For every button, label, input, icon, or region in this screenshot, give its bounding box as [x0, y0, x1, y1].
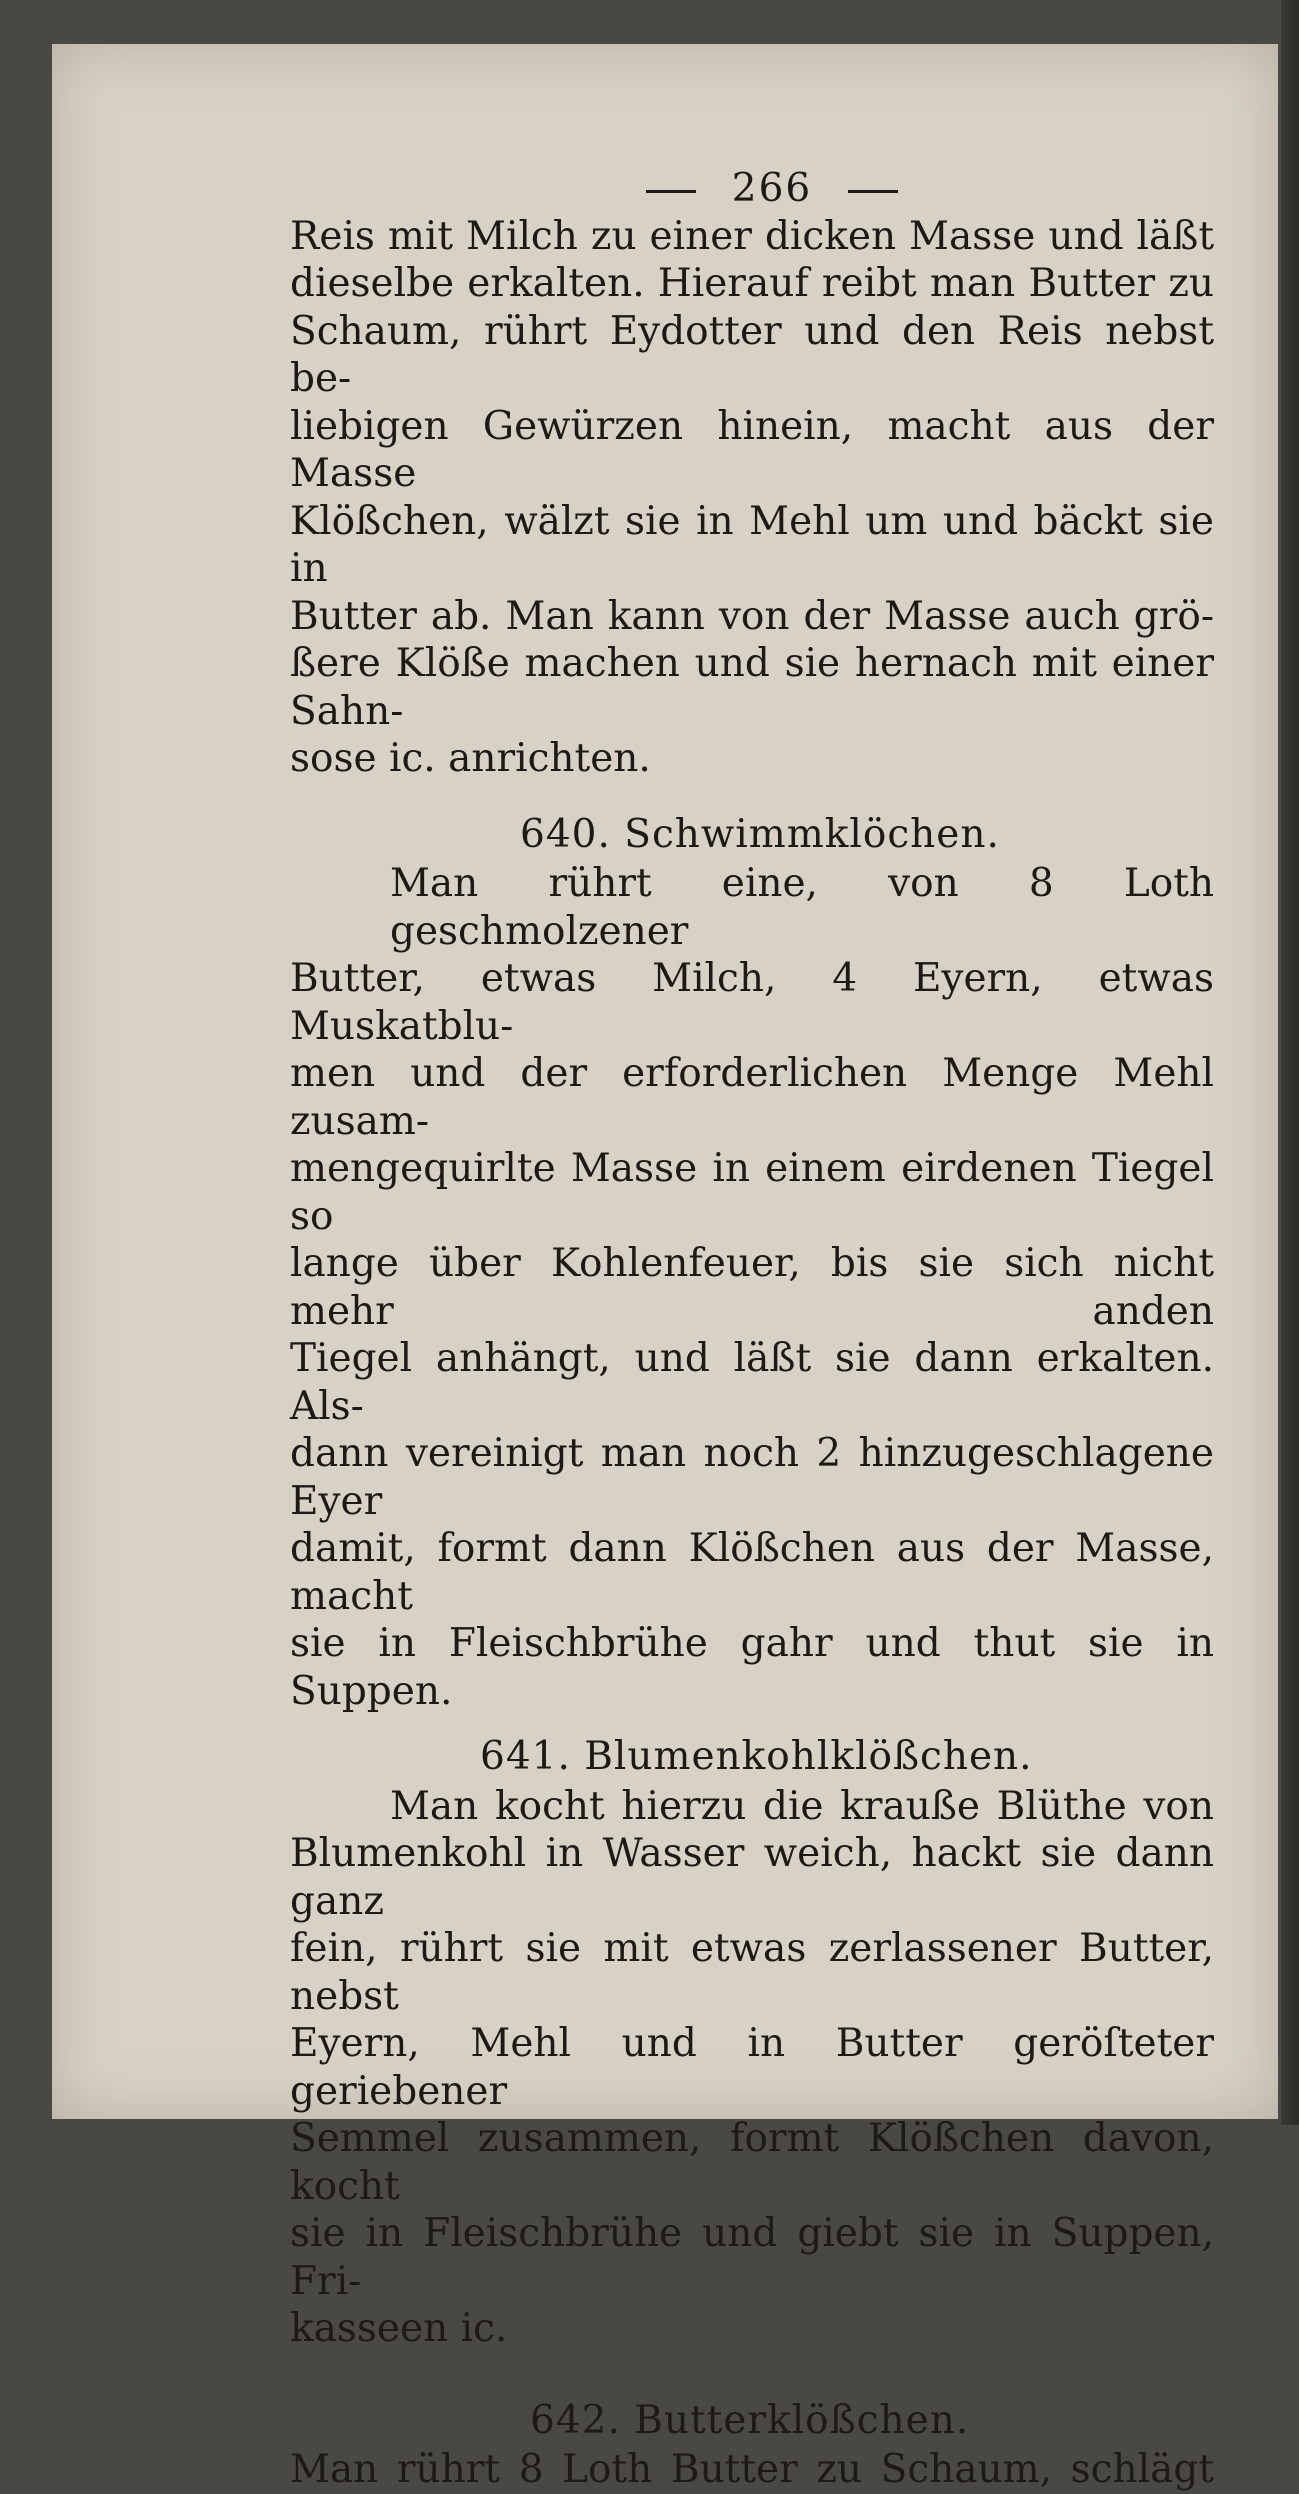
recipe-body-641	[290, 1783, 1214, 2353]
text-line: Klößchen, wälzt sie in Mehl um und bäckt sie in	[290, 498, 1214, 591]
text-line: Tiegel anhängt, und läßt sie dann erkalten. Als-	[290, 1336, 1214, 1429]
recipe-heading-642: 642. Butterklößchen.	[530, 2397, 970, 2443]
text-line: ßere Klöße machen und sie hernach mit einer Sahn-	[290, 641, 1214, 734]
recipe-body-642	[290, 2446, 1214, 2494]
text-line: sose ic. anrichten.	[290, 736, 651, 781]
page-edge	[1281, 0, 1299, 2125]
text-line: Man rührt eine, von 8 Loth geschmolzener	[390, 861, 1214, 954]
page-header	[290, 165, 1214, 213]
continuation-paragraph	[290, 213, 1214, 783]
recipe-body-640	[290, 860, 1214, 1715]
recipe-heading-641: 641. Blumenkohlklößchen.	[480, 1734, 1033, 1779]
text-line: Blumenkohl in Wasser weich, hackt sie dann ganz	[290, 1831, 1214, 1924]
text-line: Eyern, Mehl und in Butter geröſteter geriebener	[290, 2021, 1214, 2114]
text-line: kasseen ic.	[290, 2306, 508, 2351]
header-dash-left	[646, 190, 696, 193]
text-line: dann vereinigt man noch 2 hinzugeschlagene Eyer	[290, 1431, 1214, 1524]
text-line: Reis mit Milch zu einer dicken Masse und läßt	[290, 213, 1214, 259]
text-line: Schaum, rührt Eydotter und den Reis nebst be-	[290, 308, 1214, 401]
page-text	[290, 165, 1214, 2494]
text-line: sie in Fleischbrühe und giebt sie in Suppen, Fri-	[290, 2211, 1214, 2304]
text-line: damit, formt dann Klößchen aus der Masse, macht	[290, 1526, 1214, 1619]
text-line: Semmel zusammen, formt Klößchen davon, kocht	[290, 2116, 1214, 2209]
text-line: Butter ab. Man kann von der Masse auch grö-	[290, 593, 1214, 639]
text-line: Butter, etwas Milch, 4 Eyern, etwas Muskatblu-	[290, 956, 1214, 1049]
text-line: Man kocht hierzu die krauße Blüthe von	[390, 1783, 1214, 1829]
text-line: fein, rührt sie mit etwas zerlassener Butter, nebst	[290, 1926, 1214, 2019]
text-line: liebigen Gewürzen hinein, macht aus der Masse	[290, 403, 1214, 496]
header-dash-right	[848, 190, 898, 193]
page-number: 266	[731, 166, 813, 211]
text-line: dieselbe erkalten. Hierauf reibt man Butter zu	[290, 261, 1214, 306]
text-line: Man rührt 8 Loth Butter zu Schaum, schlägt	[290, 2447, 1214, 2492]
text-line: men und der erforderlichen Menge Mehl zusam-	[290, 1051, 1214, 1144]
text-line: lange über Kohlenfeuer, bis sie sich nicht mehr anden	[290, 1241, 1214, 1334]
text-line: mengequirlte Masse in einem eirdenen Tiegel so	[290, 1146, 1214, 1239]
recipe-heading-640: 640. Schwimmklöchen.	[520, 811, 1000, 857]
text-line: sie in Fleischbrühe gahr und thut sie in Suppen.	[290, 1621, 1214, 1714]
